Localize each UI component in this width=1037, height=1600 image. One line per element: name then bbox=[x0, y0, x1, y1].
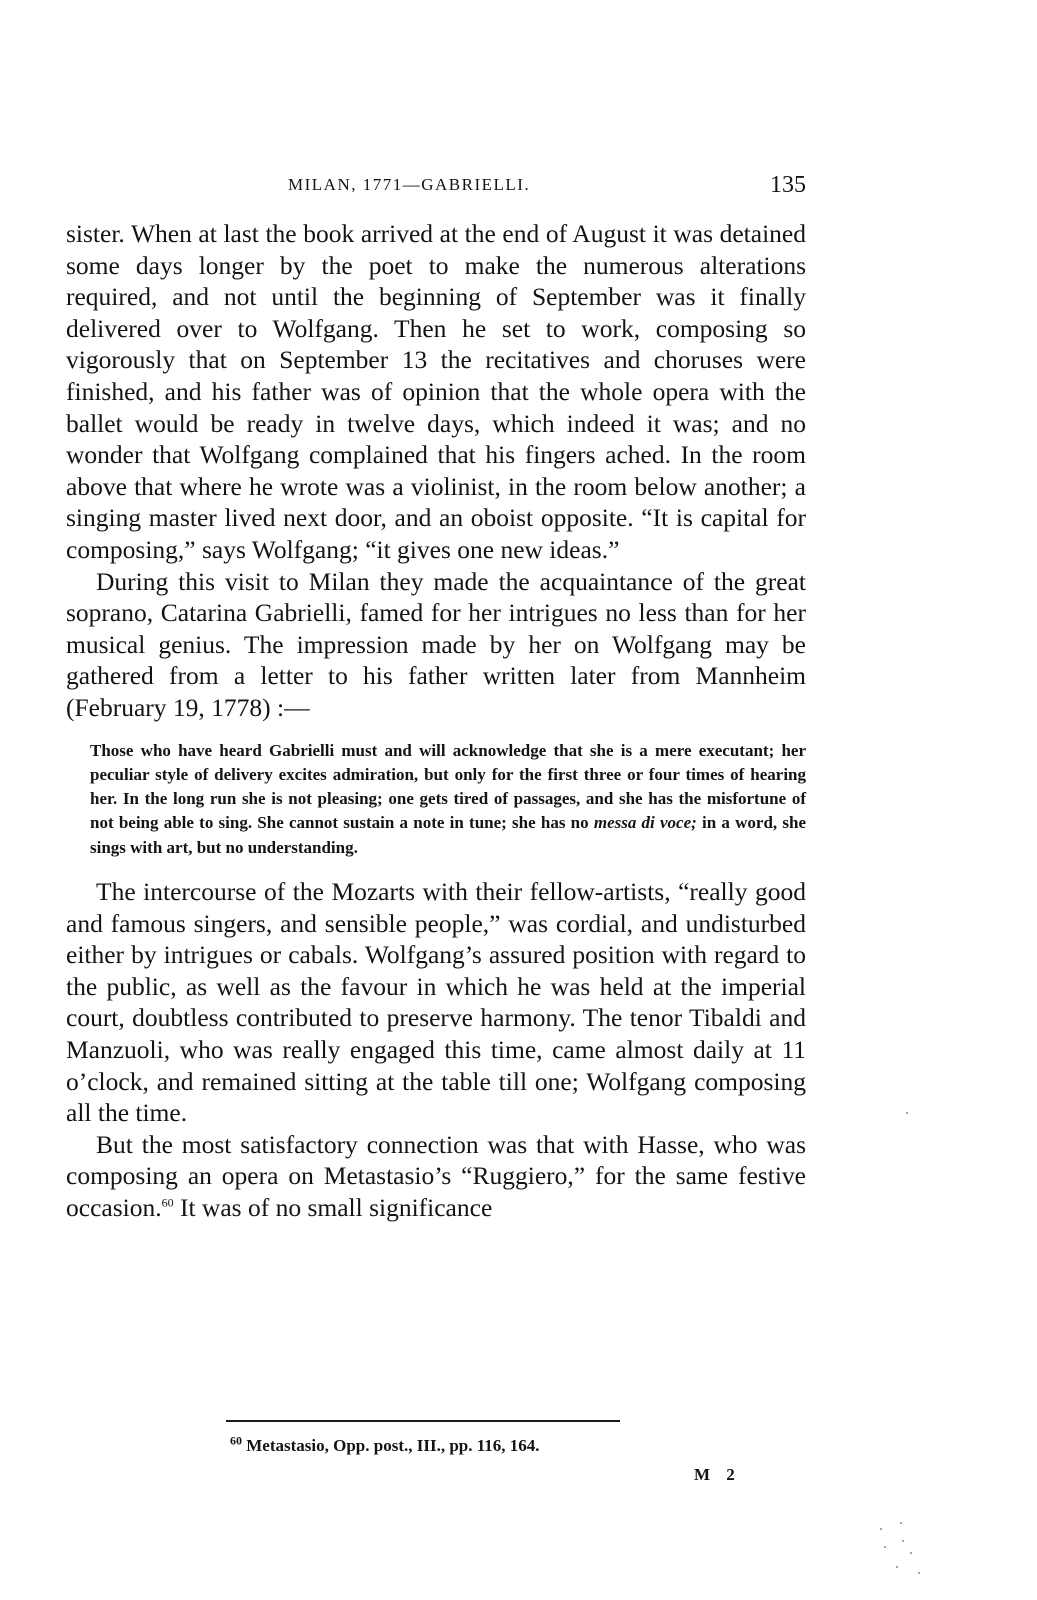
footnote bbox=[230, 1434, 540, 1458]
scan-speck bbox=[910, 1552, 912, 1554]
scan-speck bbox=[880, 1528, 882, 1530]
footnote-text: Metastasio, Opp. post., III., pp. 116, 164. bbox=[242, 1436, 540, 1455]
main-text bbox=[66, 218, 806, 1224]
scan-speck bbox=[896, 1566, 898, 1568]
block-quote bbox=[66, 739, 806, 860]
paragraph-4 bbox=[66, 1129, 806, 1224]
scan-speck bbox=[906, 1112, 908, 1114]
page-header bbox=[66, 170, 806, 200]
scan-speck bbox=[902, 1540, 904, 1542]
paragraph-4-text: But the most satisfactory connection was that with Hasse, who was composing an opera on Metastasio’s “Ruggiero,” for the same festive occasion. bbox=[66, 1129, 806, 1222]
running-head: MILAN, 1771—GABRIELLI. bbox=[288, 175, 531, 194]
paragraph-2: During this visit to Milan they made the acquaintance of the great soprano, Catarina Gabrielli, famed for her intrigues no less than for her musical genius. The impression made by her on Wolfgang may be gathered from a letter to his father written later from Mannheim (February 19, 1778) :— bbox=[66, 566, 806, 722]
footnote-marker: 60 bbox=[230, 1433, 242, 1448]
quote-text-part-2: in a word, she sings with art, but no understanding. bbox=[90, 813, 807, 857]
signature-mark: M 2 bbox=[694, 1465, 741, 1484]
scan-speck bbox=[884, 1546, 886, 1548]
quote-text-part-1: Those who have heard Gabrielli must and will acknowledge that she is a mere executant; her peculiar style of delivery excites admiration, but only for the first three or four times of hearing her. In the long run she is not pleasing; one gets tired of passages, and she has the misfortune of not being able to sing. She cannot sustain a note in tune; she has no bbox=[90, 740, 806, 833]
footnote-rule bbox=[226, 1420, 620, 1422]
scan-speck bbox=[918, 1572, 920, 1574]
quote-italic-phrase: messa di voce; bbox=[593, 813, 697, 833]
scan-speck bbox=[900, 1522, 902, 1524]
paragraph-1: sister. When at last the book arrived at the end of August it was detained some days longer by the poet to make the numerous alterations required, and not until the beginning of September was it finally delivered over to Wolfgang. Then he set to work, composing so vigorously that on September 13 the recitatives and choruses were finished, and his father was of opinion that the whole opera with the ballet would be ready in twelve days, which indeed it was; and no wonder that Wolfgang complained that his fingers ached. In the room above that where he wrote was a violinist, in the room below another; a singing master lived next door, and an oboist opposite. “It is capital for composing,” says Wolfgang; “it gives one new ideas.” bbox=[66, 219, 806, 564]
page-number: 135 bbox=[770, 172, 806, 198]
paragraph-3: The intercourse of the Mozarts with their fellow-artists, “really good and famous singers, and sensible people,” was cordial, and undisturbed either by intrigues or cabals. Wolfgang’s assured position with regard to the public, as well as the favour in which he was held at the imperial court, doubtless contributed to preserve harmony. The tenor Tibaldi and Manzuoli, who was really engaged this time, came almost daily at 11 o’clock, and remained sitting at the table till one; Wolfgang composing all the time. bbox=[66, 876, 806, 1128]
paragraph-4-tail: It was of no small significance bbox=[173, 1192, 493, 1222]
footnote-reference: 60 bbox=[161, 1195, 174, 1210]
